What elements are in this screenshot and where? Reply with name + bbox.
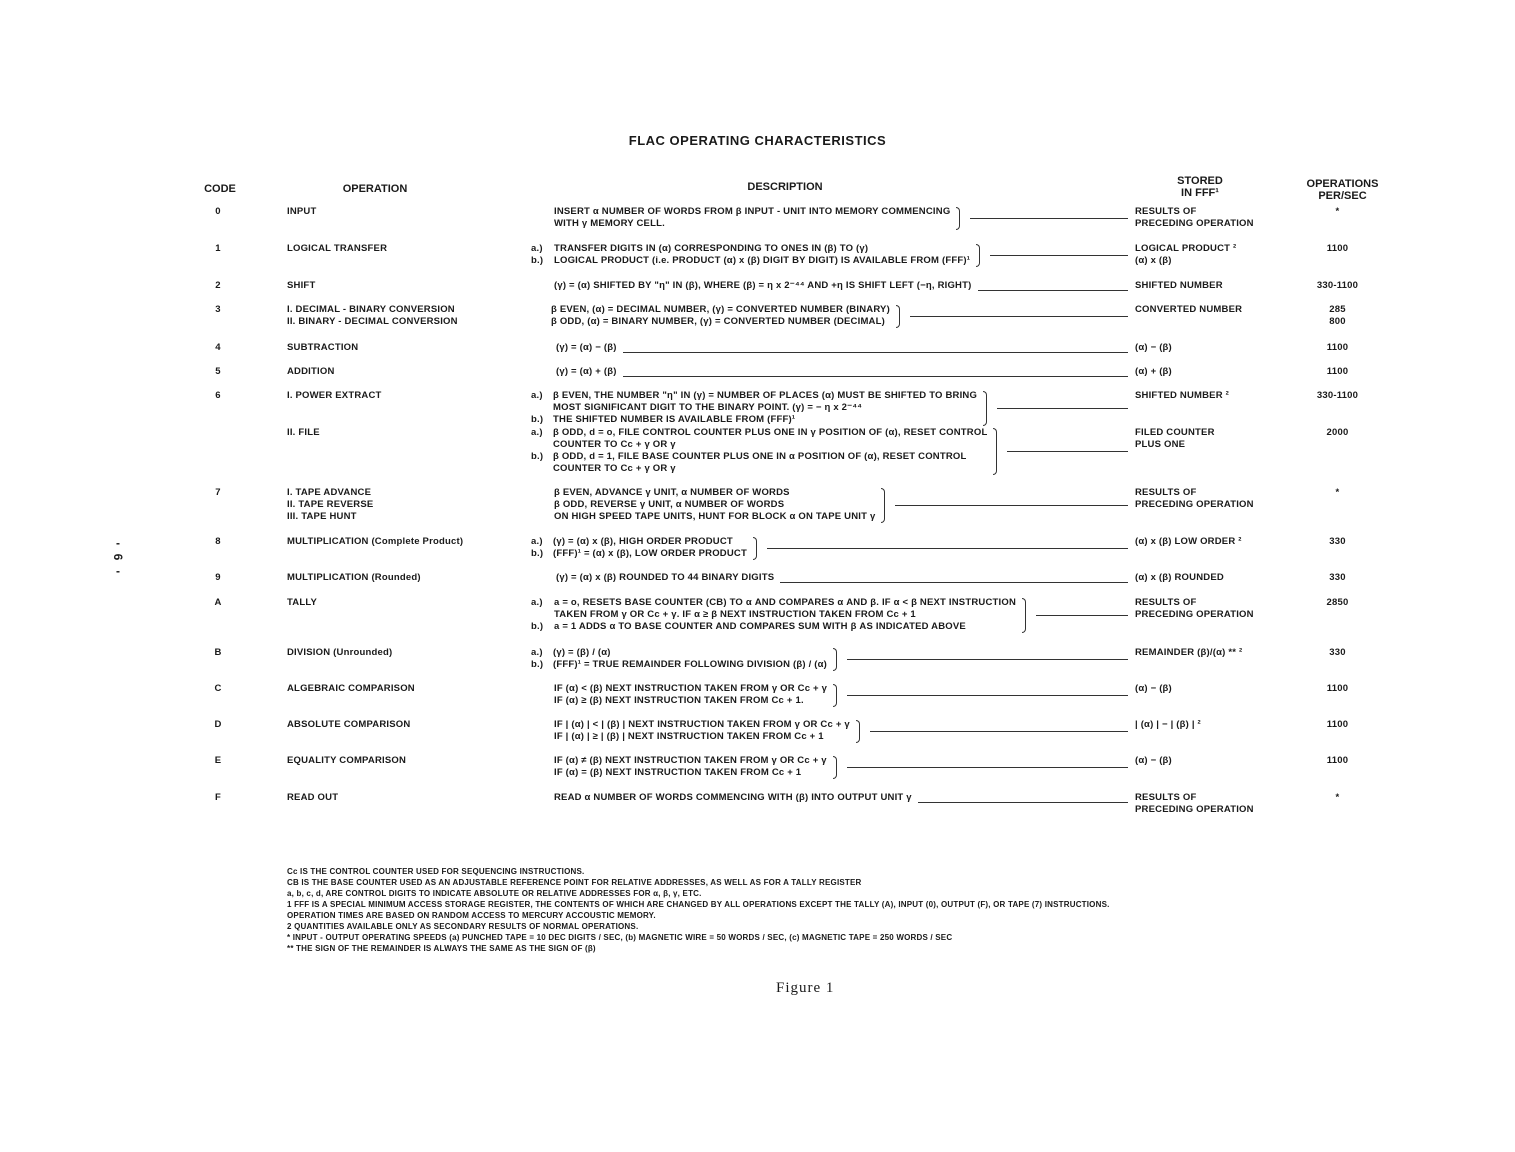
- row-leader-line: [978, 290, 1128, 291]
- row-item-label: b.): [531, 255, 544, 266]
- row-code: C: [214, 683, 222, 694]
- row-stored: PRECEDING OPERATION: [1135, 499, 1254, 510]
- row-item-label: a.): [531, 243, 543, 254]
- header-ops: [1290, 178, 1395, 202]
- side-dash-top: -: [116, 536, 120, 550]
- row-item-label: a.): [531, 427, 543, 438]
- row-leader-line: [623, 376, 1128, 377]
- row-item-label: b.): [531, 451, 544, 462]
- row-ops-per-sec: 1100: [1326, 683, 1349, 694]
- row-code: 0: [215, 206, 221, 217]
- row-item-label: a.): [531, 536, 543, 547]
- row-operation: ABSOLUTE COMPARISON: [287, 719, 411, 730]
- row-ops-per-sec: 330: [1329, 536, 1346, 547]
- header-stored-line2: IN FFF¹: [1181, 187, 1219, 199]
- row-code: 3: [215, 304, 221, 315]
- row-brace: [856, 720, 860, 743]
- row-stored: (α) + (β): [1135, 366, 1172, 377]
- row-leader-line: [895, 505, 1128, 506]
- footnote-cc: Cc IS THE CONTROL COUNTER USED FOR SEQUENCING INSTRUCTIONS.: [287, 867, 585, 876]
- row-stored: LOGICAL PRODUCT ²: [1135, 243, 1237, 254]
- row-ops-per-sec: 330-1100: [1316, 280, 1359, 291]
- row-code: 4: [215, 342, 221, 353]
- row-brace: [1022, 598, 1026, 633]
- row-stored: (α) − (β): [1135, 342, 1172, 353]
- row-description: COUNTER TO Cc + γ OR γ: [553, 439, 676, 450]
- row-operation: EQUALITY COMPARISON: [287, 755, 407, 766]
- row-code: 1: [215, 243, 221, 254]
- row-operation: I. POWER EXTRACT: [287, 390, 382, 401]
- row-description: ON HIGH SPEED TAPE UNITS, HUNT FOR BLOCK α ON TAPE UNIT γ: [554, 511, 876, 522]
- footnote-io-speeds: * INPUT - OUTPUT OPERATING SPEEDS (a) PUNCHED TAPE = 10 DEC DIGITS / SEC, (b) MAGNETIC WIRE = 50 WORDS / SEC, (c) MAGNETIC TAPE = 250 WORDS / SEC: [287, 933, 953, 942]
- row-description: INSERT α NUMBER OF WORDS FROM β INPUT - UNIT INTO MEMORY COMMENCING: [554, 206, 951, 217]
- row-description: β EVEN, ADVANCE γ UNIT, α NUMBER OF WORDS: [554, 487, 790, 498]
- row-description: a = 1 ADDS α TO BASE COUNTER AND COMPARES SUM WITH β AS INDICATED ABOVE: [554, 621, 966, 632]
- footnote-operation-times: OPERATION TIMES ARE BASED ON RANDOM ACCESS TO MERCURY ACCOUSTIC MEMORY.: [287, 911, 656, 920]
- row-operation: ADDITION: [287, 366, 335, 377]
- footnote-secondary-results: 2 QUANTITIES AVAILABLE ONLY AS SECONDARY RESULTS OF NORMAL OPERATIONS.: [287, 922, 639, 931]
- row-operation: TALLY: [287, 597, 318, 608]
- row-code: E: [214, 755, 222, 766]
- row-stored: RESULTS OF: [1135, 206, 1197, 217]
- footnote-remainder-sign: ** THE SIGN OF THE REMAINDER IS ALWAYS THE SAME AS THE SIGN OF (β): [287, 944, 596, 953]
- row-stored: PLUS ONE: [1135, 439, 1186, 450]
- row-ops-per-sec: *: [1335, 206, 1340, 217]
- row-stored: (α) − (β): [1135, 755, 1172, 766]
- row-code: 6: [215, 390, 221, 401]
- row-leader-line: [997, 408, 1128, 409]
- row-leader-line: [623, 352, 1128, 353]
- row-operation: MULTIPLICATION (Rounded): [287, 572, 421, 583]
- footnote-fff: 1 FFF IS A SPECIAL MINIMUM ACCESS STORAGE REGISTER, THE CONTENTS OF WHICH ARE CHANGED BY ALL OPERATIONS EXCEPT THE TALLY (A), INPUT (0), OUTPUT (F), OR TAPE (7) INSTRUCTIONS.: [287, 900, 1110, 909]
- header-operation: OPERATION: [342, 183, 408, 195]
- footnote-control-digits: a, b, c, d, ARE CONTROL DIGITS TO INDICATE ABSOLUTE OR RELATIVE ADDRESSES FOR α, β, γ, ETC.: [287, 889, 702, 898]
- side-number: 6: [111, 553, 125, 561]
- row-ops-per-sec: 800: [1329, 316, 1346, 327]
- table-row: [0, 0, 1515, 1]
- row-code: A: [214, 597, 222, 608]
- row-brace: [881, 488, 885, 523]
- row-description: IF (α) = (β) NEXT INSTRUCTION TAKEN FROM Cc + 1: [554, 767, 802, 778]
- row-description: (γ) = (α) x (β), HIGH ORDER PRODUCT: [553, 536, 733, 547]
- row-code: D: [214, 719, 222, 730]
- row-description: (γ) = (β) / (α): [553, 647, 611, 658]
- row-description: TAKEN FROM γ OR Cc + γ. IF α ≥ β NEXT INSTRUCTION TAKEN FROM Cc + 1: [554, 609, 916, 620]
- row-leader-line: [870, 731, 1128, 732]
- row-operation: II. FILE: [287, 427, 320, 438]
- row-brace: [753, 537, 757, 560]
- row-description: (FFF)¹ = TRUE REMAINDER FOLLOWING DIVISION (β) / (α): [553, 659, 828, 670]
- row-code: 2: [215, 280, 221, 291]
- row-brace: [833, 756, 837, 779]
- row-description: IF (α) ≠ (β) NEXT INSTRUCTION TAKEN FROM γ OR Cc + γ: [554, 755, 827, 766]
- row-leader-line: [847, 659, 1128, 660]
- row-stored: (α) x (β) ROUNDED: [1135, 572, 1224, 583]
- row-ops-per-sec: 2850: [1326, 597, 1349, 608]
- header-ops-line1: OPERATIONS: [1306, 178, 1379, 190]
- row-ops-per-sec: 2000: [1326, 427, 1349, 438]
- row-leader-line: [918, 802, 1128, 803]
- row-code: 5: [215, 366, 221, 377]
- side-dash-bottom: -: [116, 564, 120, 578]
- row-item-label: b.): [531, 621, 544, 632]
- row-description: (γ) = (α) x (β) ROUNDED TO 44 BINARY DIGITS: [556, 572, 775, 583]
- row-stored: REMAINDER (β)/(α) ** ²: [1135, 647, 1243, 658]
- header-ops-line2: PER/SEC: [1318, 190, 1367, 202]
- row-description: IF | (α) | ≥ | (β) | NEXT INSTRUCTION TAKEN FROM Cc + 1: [554, 731, 824, 742]
- row-description: (γ) = (α) − (β): [556, 342, 617, 353]
- row-brace: [833, 648, 837, 671]
- row-stored: SHIFTED NUMBER: [1135, 280, 1223, 291]
- row-brace: [976, 244, 980, 267]
- row-item-label: a.): [531, 647, 543, 658]
- row-code: B: [214, 647, 222, 658]
- row-stored: PRECEDING OPERATION: [1135, 804, 1254, 815]
- row-description: IF (α) < (β) NEXT INSTRUCTION TAKEN FROM γ OR Cc + γ: [554, 683, 828, 694]
- row-operation: III. TAPE HUNT: [287, 511, 357, 522]
- row-description: COUNTER TO Cc + γ OR γ: [553, 463, 676, 474]
- row-description: THE SHIFTED NUMBER IS AVAILABLE FROM (FFF)¹: [553, 414, 796, 425]
- row-ops-per-sec: *: [1335, 487, 1340, 498]
- row-item-label: b.): [531, 659, 544, 670]
- row-description: TRANSFER DIGITS IN (α) CORRESPONDING TO ONES IN (β) TO (γ): [554, 243, 869, 254]
- row-item-label: a.): [531, 597, 543, 608]
- row-code: 9: [215, 572, 221, 583]
- row-operation: II. TAPE REVERSE: [287, 499, 374, 510]
- row-operation: I. DECIMAL - BINARY CONVERSION: [287, 304, 455, 315]
- row-stored: CONVERTED NUMBER: [1135, 304, 1243, 315]
- row-ops-per-sec: 330: [1329, 572, 1346, 583]
- row-leader-line: [1007, 451, 1128, 452]
- figure-caption: Figure 1: [776, 980, 835, 996]
- row-ops-per-sec: *: [1335, 792, 1340, 803]
- row-description: β EVEN, (α) = DECIMAL NUMBER, (γ) = CONVERTED NUMBER (BINARY): [551, 304, 890, 315]
- row-operation: INPUT: [287, 206, 317, 217]
- row-description: WITH γ MEMORY CELL.: [554, 218, 665, 229]
- row-description: β ODD, (α) = BINARY NUMBER, (γ) = CONVERTED NUMBER (DECIMAL): [551, 316, 885, 327]
- row-ops-per-sec: 1100: [1326, 243, 1349, 254]
- row-description: (FFF)¹ = (α) x (β), LOW ORDER PRODUCT: [553, 548, 747, 559]
- row-operation: I. TAPE ADVANCE: [287, 487, 372, 498]
- row-leader-line: [780, 582, 1128, 583]
- row-ops-per-sec: 1100: [1326, 719, 1349, 730]
- row-item-label: b.): [531, 548, 544, 559]
- footnote-cb: CB IS THE BASE COUNTER USED AS AN ADJUSTABLE REFERENCE POINT FOR RELATIVE ADDRESSES, AS WELL AS FOR A TALLY REGISTER: [287, 878, 862, 887]
- row-stored: SHIFTED NUMBER ²: [1135, 390, 1229, 401]
- row-code: 7: [215, 487, 221, 498]
- row-description: IF | (α) | < | (β) | NEXT INSTRUCTION TAKEN FROM γ OR Cc + γ: [554, 719, 850, 730]
- row-description: (γ) = (α) + (β): [556, 366, 617, 377]
- page-title: FLAC OPERATING CHARACTERISTICS: [628, 133, 887, 148]
- row-stored: (α) − (β): [1135, 683, 1172, 694]
- row-description: (γ) = (α) SHIFTED BY "η" IN (β), WHERE (β) = η x 2⁻⁴⁴ AND +η IS SHIFT LEFT (−η, RIGHT): [554, 280, 972, 291]
- row-ops-per-sec: 1100: [1326, 755, 1349, 766]
- row-brace: [983, 391, 987, 426]
- row-description: β ODD, d = 1, FILE BASE COUNTER PLUS ONE IN α POSITION OF (α), RESET CONTROL: [553, 451, 967, 462]
- footnotes: [287, 866, 1110, 954]
- row-description: IF (α) ≥ (β) NEXT INSTRUCTION TAKEN FROM Cc + 1.: [554, 695, 804, 706]
- row-operation: SUBTRACTION: [287, 342, 359, 353]
- side-page-number: [112, 537, 124, 577]
- row-leader-line: [970, 218, 1128, 219]
- row-description: a = o, RESETS BASE COUNTER (CB) TO α AND COMPARES α AND β. IF α < β NEXT INSTRUCTION: [554, 597, 1017, 608]
- row-operation: LOGICAL TRANSFER: [287, 243, 388, 254]
- row-ops-per-sec: 330: [1329, 647, 1346, 658]
- row-brace: [993, 428, 997, 475]
- row-operation: DIVISION (Unrounded): [287, 647, 393, 658]
- row-stored: RESULTS OF: [1135, 597, 1197, 608]
- header-stored: [1150, 175, 1250, 199]
- row-stored: RESULTS OF: [1135, 792, 1197, 803]
- row-leader-line: [767, 548, 1128, 549]
- row-stored: | (α) | − | (β) | ²: [1135, 719, 1201, 730]
- header-stored-line1: STORED: [1177, 175, 1223, 187]
- row-stored: (α) x (β): [1135, 255, 1172, 266]
- row-operation: MULTIPLICATION (Complete Product): [287, 536, 464, 547]
- row-leader-line: [990, 255, 1128, 256]
- row-brace: [956, 207, 960, 230]
- row-description: β EVEN, THE NUMBER "η" IN (γ) = NUMBER OF PLACES (α) MUST BE SHIFTED TO BRING: [553, 390, 978, 401]
- row-description: β ODD, REVERSE γ UNIT, α NUMBER OF WORDS: [554, 499, 785, 510]
- row-ops-per-sec: 1100: [1326, 342, 1349, 353]
- row-stored: RESULTS OF: [1135, 487, 1197, 498]
- header-code: CODE: [204, 183, 236, 195]
- row-stored: FILED COUNTER: [1135, 427, 1215, 438]
- row-code: F: [214, 792, 221, 803]
- row-ops-per-sec: 285: [1329, 304, 1346, 315]
- row-leader-line: [847, 767, 1128, 768]
- row-leader-line: [910, 316, 1128, 317]
- row-item-label: a.): [531, 390, 543, 401]
- row-stored: PRECEDING OPERATION: [1135, 609, 1254, 620]
- row-description: β ODD, d = o, FILE CONTROL COUNTER PLUS ONE IN γ POSITION OF (α), RESET CONTROL: [553, 427, 988, 438]
- row-description: MOST SIGNIFICANT DIGIT TO THE BINARY POINT. (γ) = − η x 2⁻⁴⁴: [553, 402, 863, 413]
- row-ops-per-sec: 330-1100: [1316, 390, 1359, 401]
- row-ops-per-sec: 1100: [1326, 366, 1349, 377]
- row-operation: READ OUT: [287, 792, 339, 803]
- row-stored: PRECEDING OPERATION: [1135, 218, 1254, 229]
- row-brace: [896, 305, 900, 328]
- row-leader-line: [847, 695, 1128, 696]
- row-description: READ α NUMBER OF WORDS COMMENCING WITH (β) INTO OUTPUT UNIT γ: [554, 792, 912, 803]
- row-operation: II. BINARY - DECIMAL CONVERSION: [287, 316, 458, 327]
- row-description: LOGICAL PRODUCT (i.e. PRODUCT (α) x (β) DIGIT BY DIGIT) IS AVAILABLE FROM (FFF)¹: [554, 255, 971, 266]
- row-stored: (α) x (β) LOW ORDER ²: [1135, 536, 1242, 547]
- header-description: DESCRIPTION: [747, 181, 823, 193]
- row-brace: [833, 684, 837, 707]
- row-code: 8: [215, 536, 221, 547]
- row-operation: SHIFT: [287, 280, 316, 291]
- row-operation: ALGEBRAIC COMPARISON: [287, 683, 415, 694]
- row-item-label: b.): [531, 414, 544, 425]
- row-leader-line: [1036, 615, 1128, 616]
